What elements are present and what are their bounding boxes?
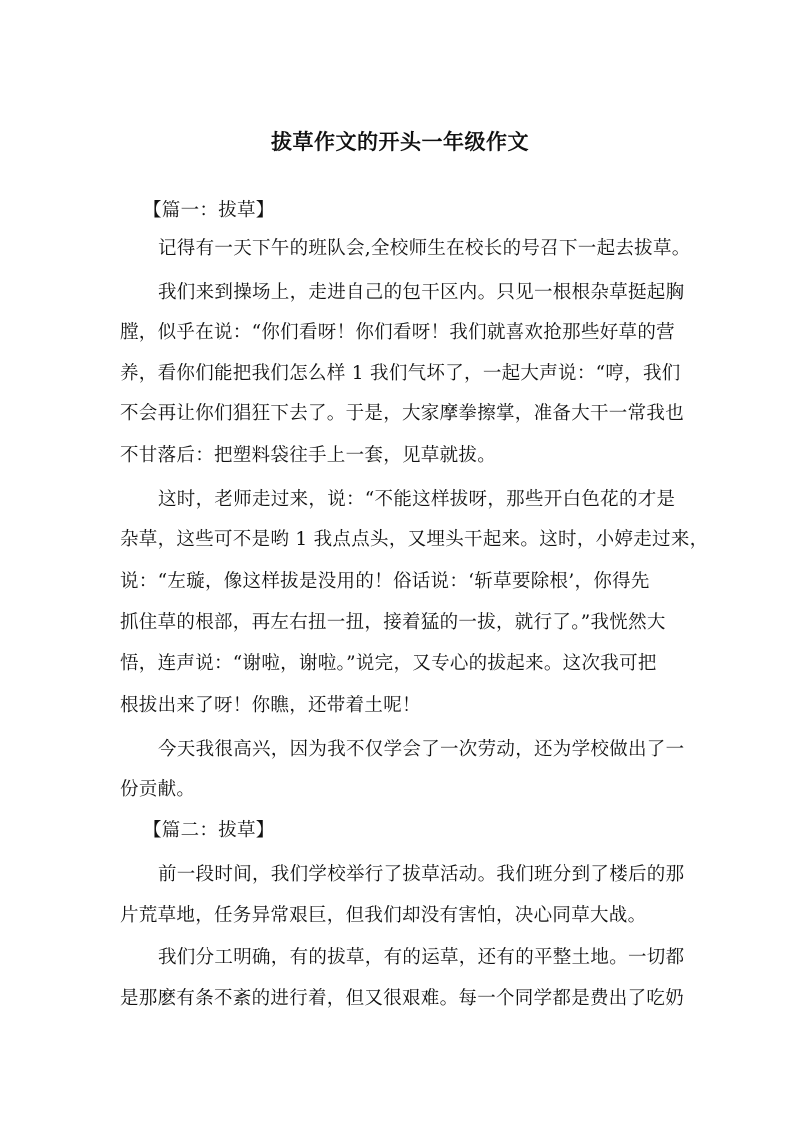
paragraph-line: 我们来到操场上，走进自己的包干区内。只见一根根杂草挺起胸 [158,282,685,303]
paragraph-line: 根拔出来了呀！你瞧，还带着土呢！ [120,695,421,716]
paragraph-line: 不会再让你们猖狂下去了。于是，大家摩拳擦掌，准备大干一常我也 [120,403,685,424]
paragraph-line: 不甘落后：把塑料袋往手上一套，见草就拔。 [120,445,497,466]
paragraph-line: 杂草，这些可不是哟 1 我点点头，又埋头干起来。这时，小婷走过来， [120,529,709,550]
paragraph-line: 我们分工明确，有的拔草，有的运草，还有的平整土地。一切都 [158,947,685,968]
paragraph-line: 是那麽有条不紊的进行着，但又很艰难。每一个同学都是费出了吃奶 [120,988,685,1009]
paragraph-line: 今天我很高兴，因为我不仅学会了一次劳动，还为学校做出了一 [158,739,685,760]
paragraph-line: 抓住草的根部，再左右扭一扭，接着猛的一拔，就行了。”我恍然大 [120,612,666,633]
paragraph-line: 悟，连声说：“谢啦，谢啦。”说完，又专心的拔起来。这次我可把 [120,653,657,674]
section-heading: 【篇一：拔草】 [143,200,275,221]
section-heading: 【篇二：拔草】 [143,820,275,841]
paragraph-line: 这时，老师走过来，说：“不能这样拔呀，那些开白色花的才是 [158,489,676,510]
paragraph-line: 份贡献。 [120,779,196,800]
paragraph-line: 片荒草地，任务异常艰巨，但我们却没有害怕，决心同草大战。 [120,905,647,926]
paragraph-line: 膛，似乎在说：“你们看呀！你们看呀！我们就喜欢抢那些好草的营 [120,322,675,343]
paragraph-line: 记得有一天下午的班队会,全校师生在校长的号召下一起去拔草。 [158,238,691,259]
paragraph-line: 说：“左璇，像这样拔是没用的！俗话说：‘斩草要除根’，你得先 [120,571,650,592]
paragraph-line: 养，看你们能把我们怎么样 1 我们气坏了，一起大声说：“哼，我们 [120,363,681,384]
paragraph-line: 前一段时间，我们学校举行了拔草活动。我们班分到了楼后的那 [158,864,685,885]
document-title: 拔草作文的开头一年级作文 [271,129,529,154]
